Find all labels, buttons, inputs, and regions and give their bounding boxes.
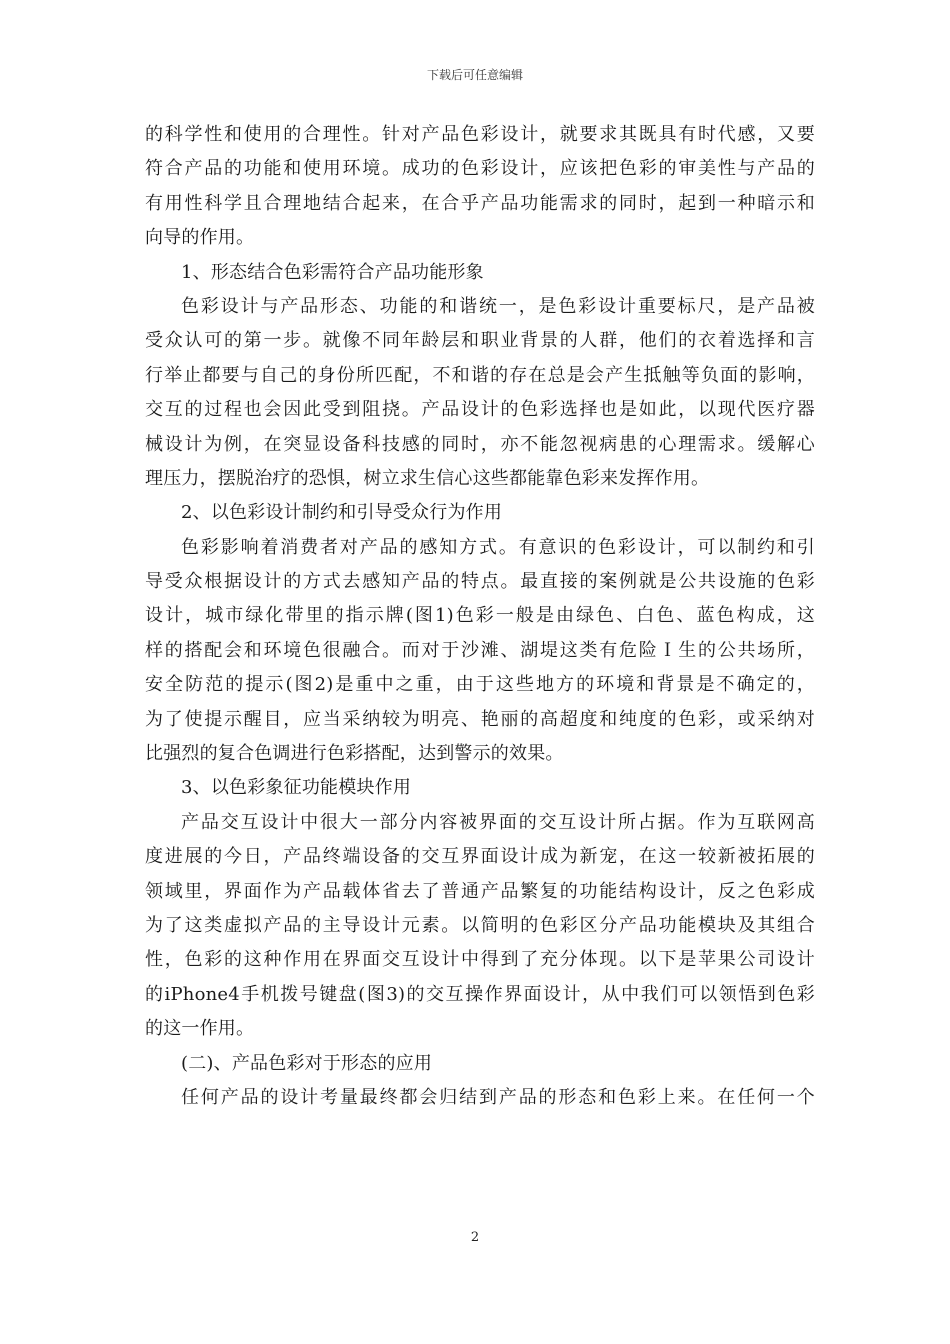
text-line: 交互的过程也会因此受到阻挠。产品设计的色彩选择也是如此，以现代医疗器 (145, 399, 815, 421)
text-line: 产品交互设计中很大一部分内容被界面的交互设计所占据。作为互联网高 (181, 811, 815, 833)
text-line: 符合产品的功能和使用环境。成功的色彩设计，应该把色彩的审美性与产品的 (145, 158, 815, 180)
text-line: (二)、产品色彩对于形态的应用 (181, 1052, 433, 1074)
text-line: 行举止都要与自己的身份所匹配，不和谐的存在总是会产生抵触等负面的影响， (145, 364, 815, 386)
text-line: 的这一作用。 (145, 1018, 255, 1040)
text-line: 样的搭配会和环境色很融合。而对于沙滩、湖堤这类有危险Ｉ生的公共场所， (145, 639, 815, 661)
text-line: 任何产品的设计考量最终都会归结到产品的形态和色彩上来。在任何一个 (181, 1086, 815, 1108)
text-line: 为了使提示醒目，应当采纳较为明亮、艳丽的高超度和纯度的色彩，或采纳对 (145, 708, 815, 730)
text-line: 的科学性和使用的合理性。针对产品色彩设计，就要求其既具有时代感，又要 (145, 124, 815, 145)
text-line: 1、形态结合色彩需符合产品功能形象 (181, 261, 484, 283)
text-line: 设计，城市绿化带里的指示牌(图1)色彩一般是由绿色、白色、蓝色构成，这 (145, 605, 815, 627)
text-line: 的iPhone4手机拨号键盘(图3)的交互操作界面设计，从中我们可以领悟到色彩 (145, 983, 815, 1005)
page-number: 2 (470, 1230, 480, 1245)
text-line: 3、以色彩象征功能模块作用 (181, 777, 412, 799)
text-line: 受众认可的第一步。就像不同年龄层和职业背景的人群，他们的衣着选择和言 (145, 330, 815, 352)
document-body (145, 118, 815, 1115)
text-line: 2、以色彩设计制约和引导受众行为作用 (181, 502, 503, 524)
text-line: 有用性科学且合理地结合起来，在合乎产品功能需求的同时，起到一种暗示和 (145, 192, 815, 214)
text-line: 度进展的今日，产品终端设备的交互界面设计成为新宠，在这一较新被拓展的 (145, 846, 815, 868)
text-line: 械设计为例，在突显设备科技感的同时，亦不能忽视病患的心理需求。缓解心 (145, 433, 815, 455)
text-line: 为了这类虚拟产品的主导设计元素。以简明的色彩区分产品功能模块及其组合 (145, 914, 815, 936)
text-line: 安全防范的提示(图2)是重中之重，由于这些地方的环境和背景是不确定的， (145, 674, 815, 696)
text-line: 导受众根据设计的方式去感知产品的特点。最直接的案例就是公共设施的色彩 (145, 571, 815, 593)
text-line: 性，色彩的这种作用在界面交互设计中得到了充分体现。以下是苹果公司设计 (145, 949, 815, 971)
text-line: 领域里，界面作为产品载体省去了普通产品繁复的功能结构设计，反之色彩成 (145, 880, 815, 902)
page-header: 下载后可任意编辑 (426, 68, 523, 82)
text-line: 色彩影响着消费者对产品的感知方式。有意识的色彩设计，可以制约和引 (181, 536, 815, 558)
text-line: 理压力，摆脱治疗的恐惧，树立求生信心这些都能靠色彩来发挥作用。 (145, 467, 710, 489)
text-line: 色彩设计与产品形态、功能的和谐统一，是色彩设计重要标尺，是产品被 (181, 295, 815, 317)
text-line: 向导的作用。 (145, 227, 255, 249)
text-line: 比强烈的复合色调进行色彩搭配，达到警示的效果。 (145, 743, 564, 765)
